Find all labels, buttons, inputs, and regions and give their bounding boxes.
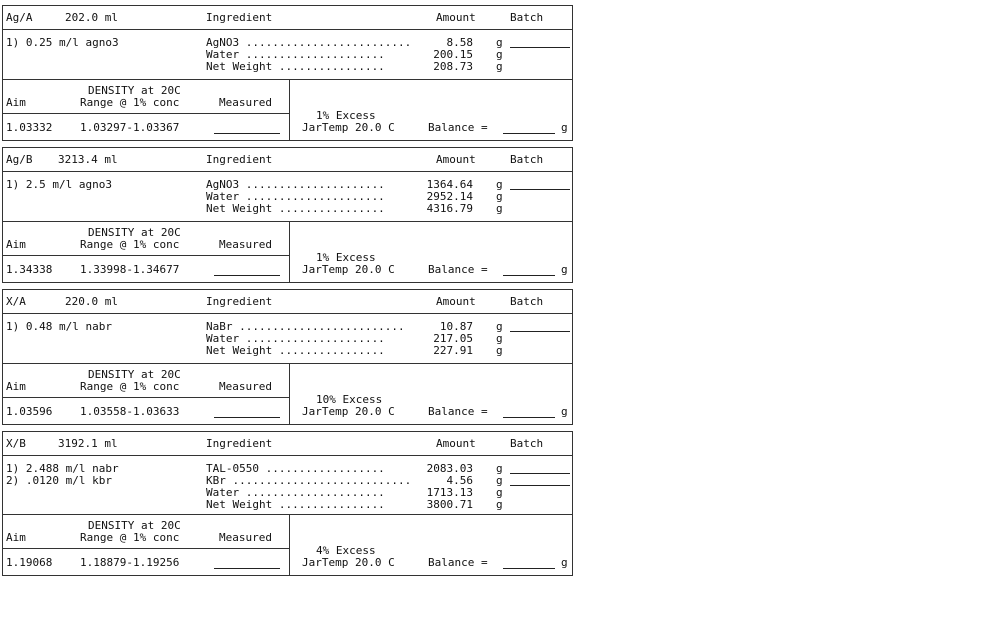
density-footer (3, 514, 572, 575)
recipe-card-ag-a (2, 5, 573, 141)
aim-value: 1.34338 (6, 263, 53, 276)
aim-label: Aim (6, 380, 26, 393)
ingredient-amount: 3800.71 (426, 498, 473, 511)
batch-header: Batch (510, 295, 544, 308)
ingredient-name: Water ..................... (206, 48, 385, 61)
balance-unit: g (561, 405, 568, 418)
ingredient-amount: 217.05 (433, 332, 473, 345)
ingredient-name: Net Weight ................ (206, 202, 385, 215)
amount-header: Amount (436, 11, 476, 24)
ingredient-unit: g (496, 202, 503, 215)
amount-header: Amount (436, 295, 476, 308)
ingredient-name: Net Weight ................ (206, 60, 385, 73)
ingredient-amount: 4316.79 (426, 202, 473, 215)
range-label: Range @ 1% conc (80, 238, 180, 251)
ingredient-amount: 200.15 (433, 48, 473, 61)
ingredient-name: Net Weight ................ (206, 344, 385, 357)
recipe-card-ag-b (2, 147, 573, 283)
solution-volume: 3213.4 ml (58, 153, 118, 166)
aim-value: 1.03596 (6, 405, 53, 418)
balance-label: Balance = (428, 405, 488, 418)
ingredient-header: Ingredient (206, 437, 273, 450)
balance-unit: g (561, 556, 568, 569)
solution-id: X/B (6, 437, 26, 450)
aim-label: Aim (6, 96, 26, 109)
measured-entry-field[interactable] (214, 266, 280, 276)
balance-entry-field[interactable] (503, 124, 555, 134)
ingredient-name: TAL-0550 .................. (206, 462, 385, 475)
ingredient-header: Ingredient (206, 153, 273, 166)
ingredient-amount: 2083.03 (426, 462, 473, 475)
range-label: Range @ 1% conc (80, 96, 180, 109)
solution-line: 1) 0.48 m/l nabr (6, 320, 112, 333)
measured-entry-field[interactable] (214, 559, 280, 569)
card-header (3, 6, 572, 30)
density-box (3, 80, 290, 140)
ingredient-unit: g (496, 178, 503, 191)
balance-entry-field[interactable] (503, 559, 555, 569)
balance-label: Balance = (428, 121, 488, 134)
ingredient-unit: g (496, 332, 503, 345)
ingredient-amount: 208.73 (433, 60, 473, 73)
solution-volume: 202.0 ml (65, 11, 118, 24)
card-header (3, 432, 572, 456)
ingredient-unit: g (496, 486, 503, 499)
measured-label: Measured (219, 238, 272, 251)
excess-label: 4% Excess (316, 544, 376, 557)
measured-entry-field[interactable] (214, 408, 280, 418)
measured-entry-field[interactable] (214, 124, 280, 134)
aim-value: 1.03332 (6, 121, 53, 134)
density-footer (3, 221, 572, 282)
batch-entry-field[interactable] (510, 464, 570, 474)
density-box (3, 222, 290, 282)
card-header (3, 148, 572, 172)
ingredient-header: Ingredient (206, 11, 273, 24)
density-box (3, 364, 290, 424)
aim-label: Aim (6, 238, 26, 251)
density-title: DENSITY at 20C (88, 368, 181, 381)
solution-id: X/A (6, 295, 26, 308)
ingredient-unit: g (496, 344, 503, 357)
card-header (3, 290, 572, 314)
range-value: 1.33998-1.34677 (80, 263, 180, 276)
ingredient-header: Ingredient (206, 295, 273, 308)
jartemp-label: JarTemp 20.0 C (302, 556, 395, 569)
ingredient-amount: 8.58 (446, 36, 473, 49)
density-title: DENSITY at 20C (88, 519, 181, 532)
ingredient-name: AgNO3 ......................... (206, 36, 412, 49)
ingredient-unit: g (496, 60, 503, 73)
range-value: 1.03297-1.03367 (80, 121, 180, 134)
solution-line: 1) 2.488 m/l nabr (6, 462, 119, 475)
measured-label: Measured (219, 380, 272, 393)
batch-entry-field[interactable] (510, 476, 570, 486)
ingredient-unit: g (496, 190, 503, 203)
amount-header: Amount (436, 437, 476, 450)
ingredient-amount: 10.87 (439, 320, 473, 333)
ingredient-amount: 1713.13 (426, 486, 473, 499)
balance-label: Balance = (428, 263, 488, 276)
jartemp-label: JarTemp 20.0 C (302, 405, 395, 418)
solution-id: Ag/B (6, 153, 33, 166)
ingredients-section (3, 456, 572, 575)
solution-id: Ag/A (6, 11, 33, 24)
ingredient-unit: g (496, 48, 503, 61)
excess-label: 1% Excess (316, 109, 376, 122)
excess-label: 1% Excess (316, 251, 376, 264)
density-footer (3, 79, 572, 140)
batch-header: Batch (510, 153, 544, 166)
density-title: DENSITY at 20C (88, 84, 181, 97)
batch-entry-field[interactable] (510, 38, 570, 48)
range-value: 1.18879-1.19256 (80, 556, 180, 569)
measured-label: Measured (219, 96, 272, 109)
ingredient-amount: 227.91 (433, 344, 473, 357)
batch-header: Batch (510, 437, 544, 450)
solution-line: 1) 0.25 m/l agno3 (6, 36, 119, 49)
density-title: DENSITY at 20C (88, 226, 181, 239)
measured-label: Measured (219, 531, 272, 544)
balance-entry-field[interactable] (503, 266, 555, 276)
balance-unit: g (561, 263, 568, 276)
ingredient-unit: g (496, 462, 503, 475)
solution-line: 2) .0120 m/l kbr (6, 474, 112, 487)
ingredient-amount: 1364.64 (426, 178, 473, 191)
batch-entry-field[interactable] (510, 180, 570, 190)
batch-entry-field[interactable] (510, 322, 570, 332)
ingredients-section (3, 30, 572, 140)
jartemp-label: JarTemp 20.0 C (302, 121, 395, 134)
batch-header: Batch (510, 11, 544, 24)
excess-label: 10% Excess (316, 393, 383, 406)
ingredient-name: Water ..................... (206, 486, 385, 499)
ingredient-unit: g (496, 36, 503, 49)
ingredient-name: Water ..................... (206, 190, 385, 203)
ingredient-name: NaBr ......................... (206, 320, 405, 333)
recipe-card-x-a (2, 289, 573, 425)
ingredient-name: AgNO3 ..................... (206, 178, 385, 191)
recipe-card-x-b (2, 431, 573, 576)
jartemp-label: JarTemp 20.0 C (302, 263, 395, 276)
ingredient-unit: g (496, 474, 503, 487)
balance-label: Balance = (428, 556, 488, 569)
aim-label: Aim (6, 531, 26, 544)
ingredient-name: KBr ........................... (206, 474, 412, 487)
balance-unit: g (561, 121, 568, 134)
range-label: Range @ 1% conc (80, 531, 180, 544)
ingredients-section (3, 172, 572, 282)
ingredient-name: Water ..................... (206, 332, 385, 345)
density-box (3, 515, 290, 575)
ingredient-name: Net Weight ................ (206, 498, 385, 511)
balance-entry-field[interactable] (503, 408, 555, 418)
solution-volume: 3192.1 ml (58, 437, 118, 450)
solution-line: 1) 2.5 m/l agno3 (6, 178, 112, 191)
range-value: 1.03558-1.03633 (80, 405, 180, 418)
ingredient-amount: 4.56 (446, 474, 473, 487)
amount-header: Amount (436, 153, 476, 166)
range-label: Range @ 1% conc (80, 380, 180, 393)
aim-value: 1.19068 (6, 556, 53, 569)
ingredient-amount: 2952.14 (426, 190, 473, 203)
ingredients-section (3, 314, 572, 424)
ingredient-unit: g (496, 498, 503, 511)
density-footer (3, 363, 572, 424)
ingredient-unit: g (496, 320, 503, 333)
solution-volume: 220.0 ml (65, 295, 118, 308)
